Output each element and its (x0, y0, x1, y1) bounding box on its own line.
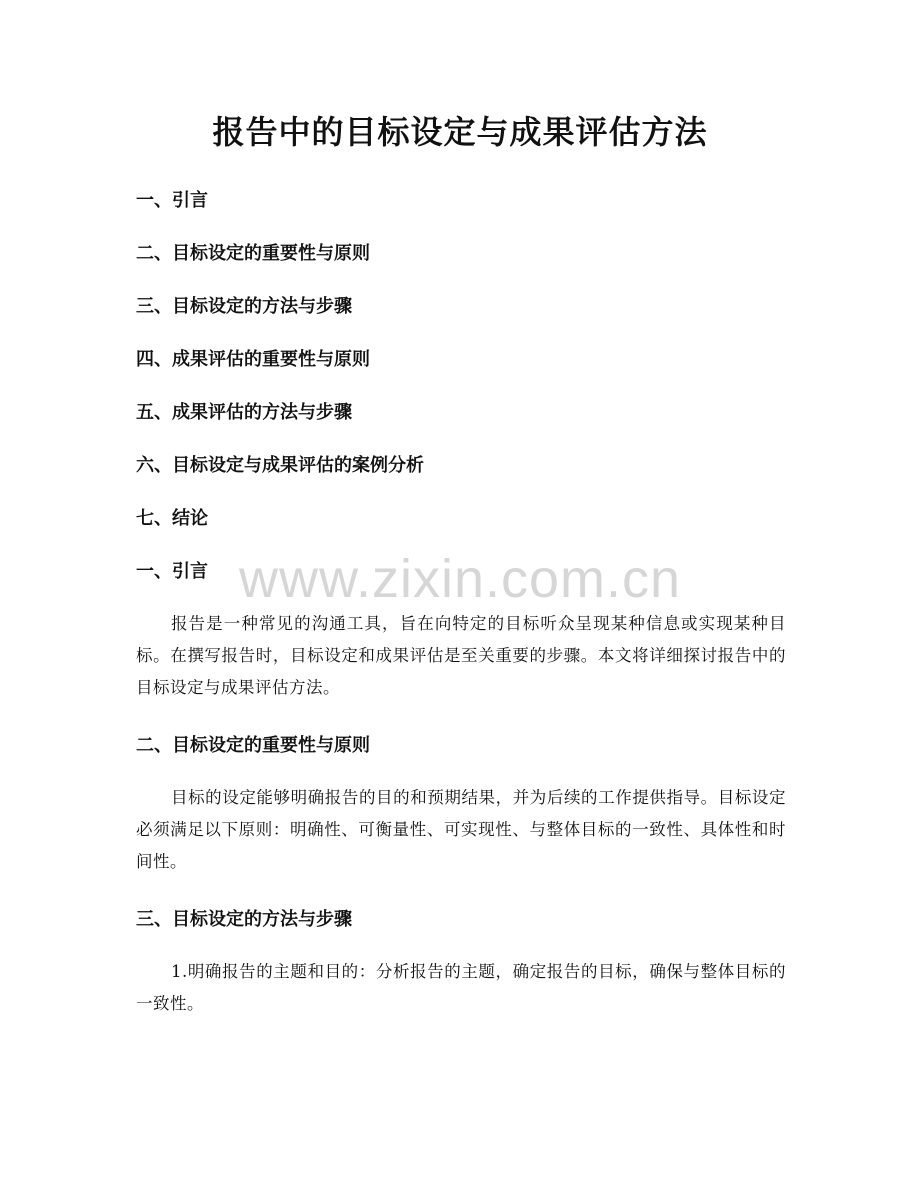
toc-item: 四、成果评估的重要性与原则 (136, 349, 370, 370)
toc-item: 五、成果评估的方法与步骤 (136, 402, 352, 423)
document-title: 报告中的目标设定与成果评估方法 (212, 113, 708, 151)
toc-item: 七、结论 (136, 508, 208, 529)
section-paragraph: 报告是一种常见的沟通工具，旨在向特定的目标听众呈现某种信息或实现某种目标。在撰写报告时，目标设定和成果评估是至关重要的步骤。本文将详细探讨报告中的目标设定与成果评估方法。 (136, 614, 786, 697)
toc-item: 二、目标设定的重要性与原则 (136, 243, 370, 264)
section-paragraph: 1.明确报告的主题和目的：分析报告的主题，确定报告的目标，确保与整体目标的一致性。 (136, 962, 786, 1013)
section-heading: 二、目标设定的重要性与原则 (136, 735, 370, 756)
toc-item: 一、引言 (136, 190, 208, 211)
section-heading: 一、引言 (136, 561, 208, 582)
toc-item: 三、目标设定的方法与步骤 (136, 296, 352, 317)
section-paragraph: 目标的设定能够明确报告的目的和预期结果，并为后续的工作提供指导。目标设定必须满足以下原则：明确性、可衡量性、可实现性、与整体目标的一致性、具体性和时间性。 (136, 788, 786, 871)
toc-item: 六、目标设定与成果评估的案例分析 (136, 455, 424, 476)
watermark: www.zixin.com.cn (238, 549, 682, 609)
section-heading: 三、目标设定的方法与步骤 (136, 909, 352, 930)
